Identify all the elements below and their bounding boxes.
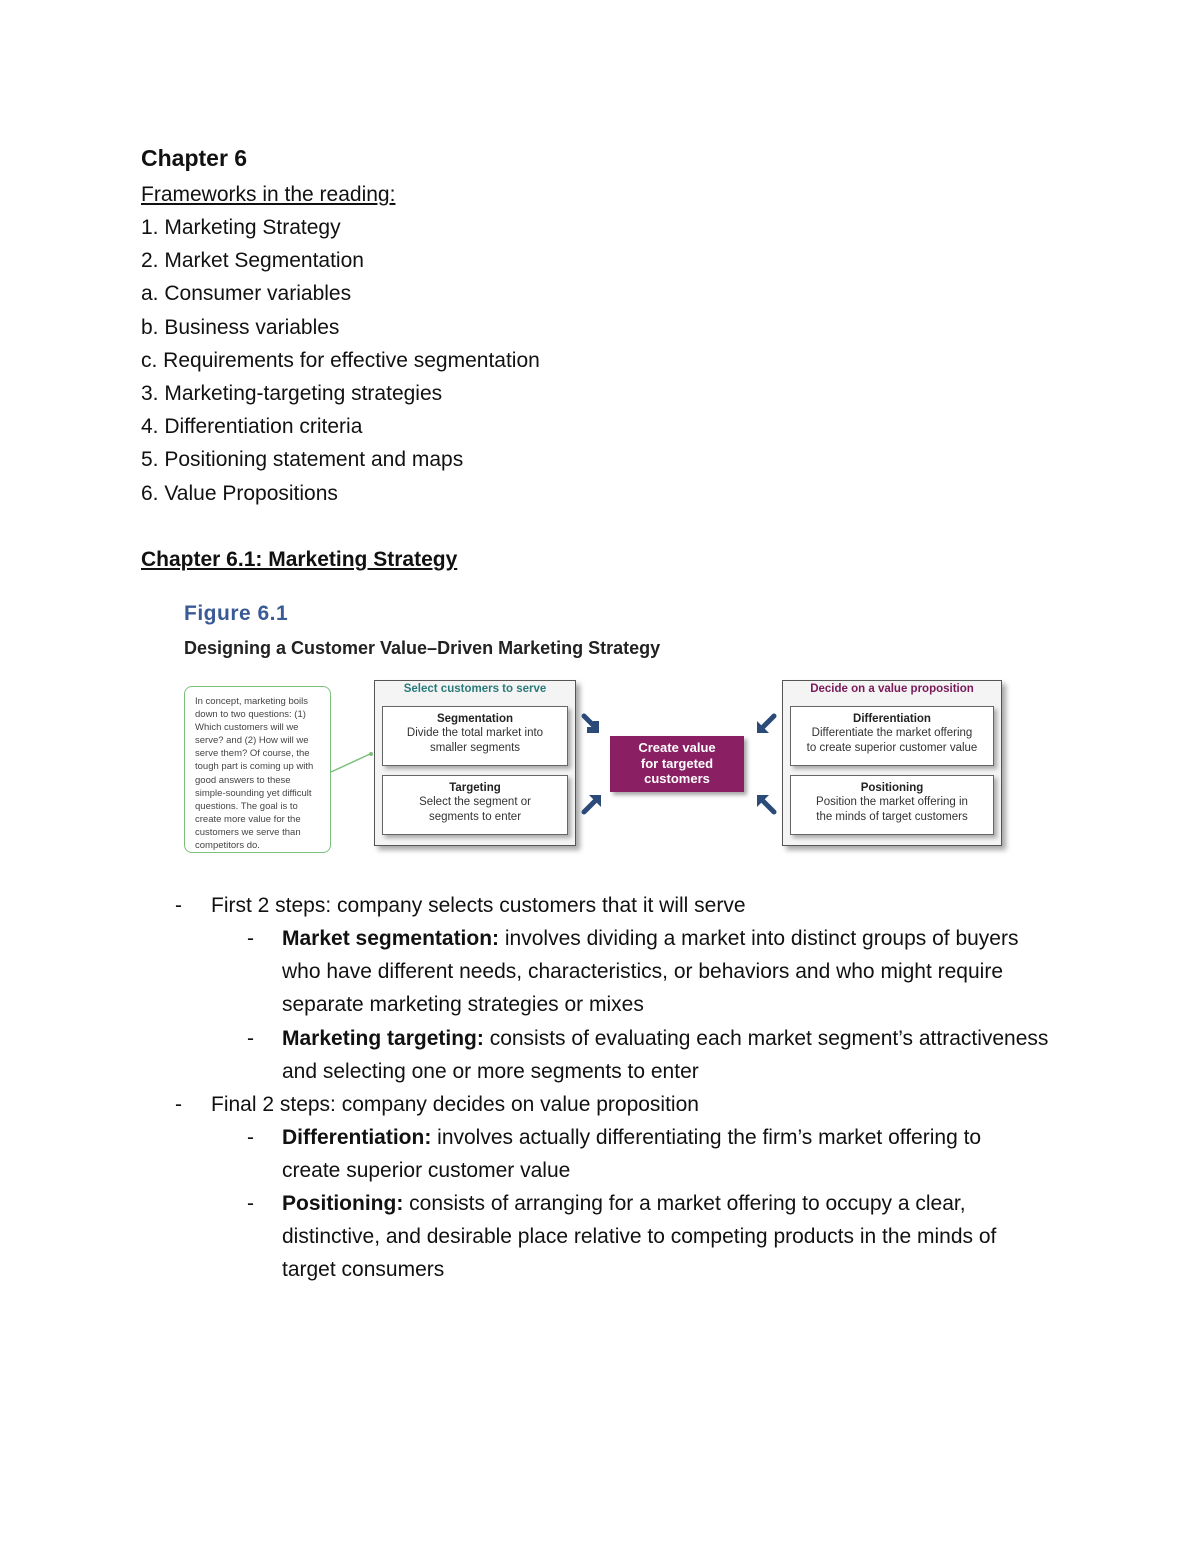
list-item: a. Consumer variables [141, 282, 352, 306]
bullet-line-text: involves dividing a market into distinct groups of buyers [499, 927, 1019, 950]
bullet-text: First 2 steps: company selects customers that it will serve [211, 894, 746, 917]
positioning-title: Positioning [860, 782, 924, 794]
bullet-line-text: consists of evaluating each market segment’s attractiveness [483, 1027, 1049, 1050]
bullet-line [282, 1187, 966, 1220]
value-proposition-group [782, 680, 1002, 846]
arrow-up-right-icon [580, 788, 608, 816]
bullet-dash: - [247, 927, 254, 950]
differentiation-title: Differentiation [853, 713, 931, 725]
frameworks-heading: Frameworks in the reading: [141, 183, 396, 206]
list-item: 1. Marketing Strategy [141, 216, 341, 239]
bullet-text: Final 2 steps: company decides on value proposition [211, 1093, 699, 1116]
arrow-down-left-icon [750, 712, 778, 740]
list-item: c. Requirements for effective segmentation [141, 348, 540, 372]
list-item: 5. Positioning statement and maps [141, 448, 464, 472]
bullet-line-text: and selecting one or more segments to enter [282, 1060, 699, 1083]
term-differentiation: Differentiation: [282, 1126, 432, 1149]
bullet-line-text: involves actually differentiating the firm’s market offering to [431, 1126, 982, 1149]
bullet-line [282, 1022, 1048, 1055]
select-customers-group [374, 680, 576, 846]
targeting-card [382, 775, 568, 835]
term-market-segmentation: Market segmentation: [282, 927, 500, 950]
bullet-line [282, 1121, 981, 1154]
segmentation-desc-line: smaller segments [429, 742, 521, 754]
bullet-dash: - [175, 1093, 182, 1116]
bullet-dash: - [247, 1192, 254, 1215]
note-connector-line [330, 750, 375, 774]
create-value-line: Create value [638, 740, 716, 755]
term-marketing-targeting: Marketing targeting: [282, 1027, 484, 1050]
segmentation-card [382, 706, 568, 766]
arrow-up-left-icon [750, 788, 778, 816]
figure-note [184, 686, 331, 853]
positioning-desc-line: the minds of target customers [816, 811, 968, 823]
list-item: 4. Differentiation criteria [141, 415, 363, 439]
segmentation-title: Segmentation [436, 713, 514, 725]
bullet-line-text: separate marketing strategies or mixes [282, 993, 644, 1016]
figure-6-1 [182, 600, 1012, 860]
value-proposition-header: Decide on a value proposition [810, 683, 974, 695]
segmentation-desc-line: Divide the total market into [406, 727, 544, 739]
list-item: 3. Marketing-targeting strategies [141, 381, 443, 405]
bullet-dash: - [175, 894, 182, 917]
bullet-line-text: who have different needs, characteristics, or behaviors and who might require [282, 960, 1004, 983]
arrow-down-right-icon [580, 712, 608, 740]
create-value-line: customers [644, 771, 710, 786]
bullet-line-text: consists of arranging for a market offering to occupy a clear, [403, 1192, 966, 1215]
term-positioning: Positioning: [282, 1192, 404, 1215]
positioning-desc-line: Position the market offering in [816, 796, 968, 808]
list-item: 6. Value Propositions [141, 481, 338, 505]
bullet-line-text: create superior customer value [282, 1159, 571, 1182]
targeting-desc-line: segments to enter [428, 811, 522, 823]
select-customers-header: Select customers to serve [403, 683, 547, 695]
list-item: b. Business variables [141, 315, 340, 339]
figure-title: Designing a Customer Value–Driven Marketing Strategy [184, 638, 661, 658]
targeting-desc-line: Select the segment or [419, 796, 531, 808]
bullet-line-text: distinctive, and desirable place relative to competing products in the minds of [282, 1225, 997, 1248]
frameworks-list [141, 211, 540, 510]
positioning-card [790, 775, 994, 835]
figure-label: Figure 6.1 [184, 602, 289, 625]
differentiation-card [790, 706, 994, 766]
bullet-line-text: target consumers [282, 1258, 445, 1281]
bullet-line [282, 922, 1018, 955]
targeting-title: Targeting [449, 782, 501, 794]
chapter-title: Chapter 6 [141, 145, 248, 171]
create-value-line: for targeted [640, 755, 714, 771]
list-item: 2. Market Segmentation [141, 249, 364, 273]
section-heading: Chapter 6.1: Marketing Strategy [141, 548, 458, 571]
bullet-dash: - [247, 1027, 254, 1050]
create-value-box [610, 736, 744, 792]
bullet-dash: - [247, 1126, 254, 1149]
differentiation-desc-line: to create superior customer value [806, 742, 978, 754]
figure-note-text: In concept, marketing boils down to two questions: (1) Which customers will we serve? and (2) How will we serve them? Of course, the tough part is coming up with good answers to these simple-sounding yet difficult questions. The goal is to create more value for the customers we serve than competitors do. [195, 696, 314, 852]
differentiation-desc-line: Differentiate the market offering [811, 727, 973, 739]
